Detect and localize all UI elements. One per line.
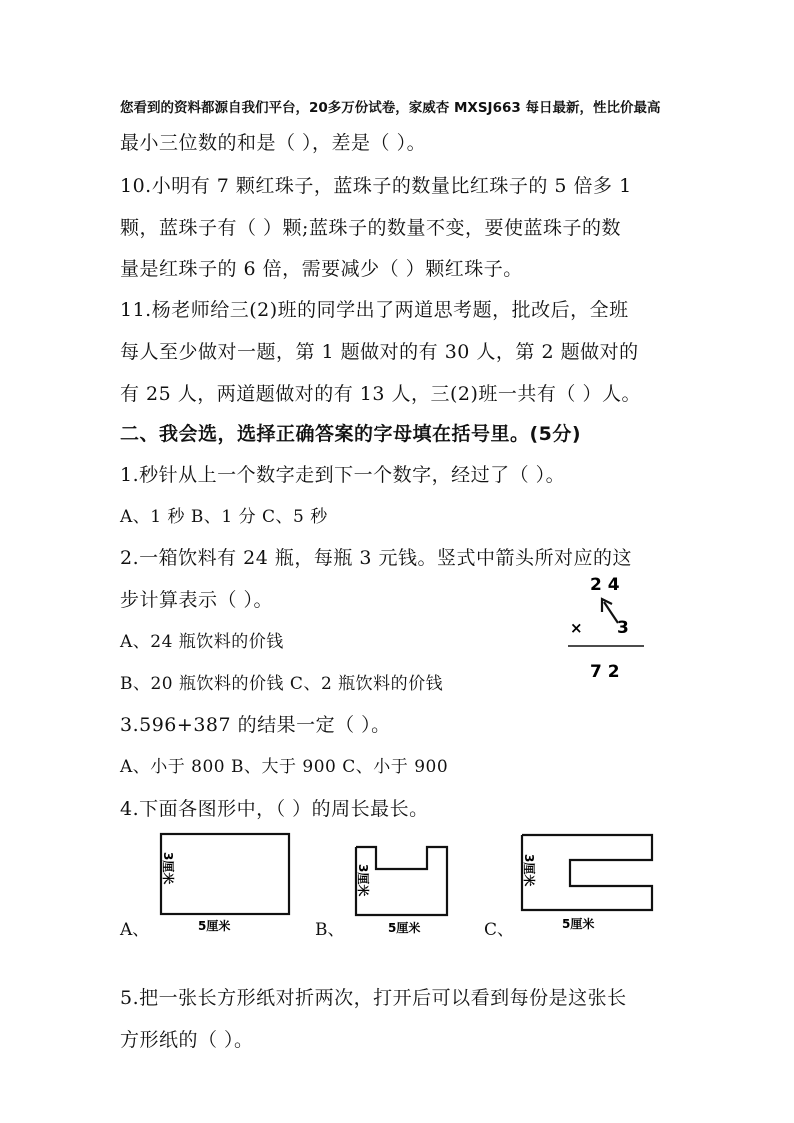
mc2-option-a: A、24 瓶饮料的价钱 (120, 632, 284, 652)
mc1-options: A、1 秒 B、1 分 C、5 秒 (120, 507, 328, 527)
q10-line2: 颗，蓝珠子有（ ）颗;蓝珠子的数量不变，要使蓝珠子的数 (120, 217, 621, 239)
shape-b-side-label: 3厘米 (356, 864, 370, 897)
multiplication-figure (560, 568, 650, 688)
q11-line2: 每人至少做对一题，第 1 题做对的有 30 人，第 2 题做对的 (120, 341, 639, 363)
shape-c-bracket (512, 830, 662, 938)
calc-top: 2 4 (590, 575, 620, 595)
mc3-options: A、小于 800 B、大于 900 C、小于 900 (120, 757, 449, 777)
shape-b-bottom-label: 5厘米 (388, 921, 421, 935)
mc2-line1: 2.一箱饮料有 24 瓶，每瓶 3 元钱。竖式中箭头所对应的这 (120, 547, 633, 569)
arrow-icon (604, 602, 618, 623)
mc3-question: 3.596+387 的结果一定（ ）。 (120, 714, 391, 736)
mc1-question: 1.秒针从上一个数字走到下一个数字，经过了（ ）。 (120, 464, 566, 486)
mc4-option-a: A、 (120, 920, 150, 940)
q9-tail: 最小三位数的和是（ ），差是（ ）。 (120, 132, 427, 154)
mc4-option-c: C、 (484, 920, 515, 940)
shape-a-bottom-label: 5厘米 (198, 919, 231, 933)
shape-a-rectangle (150, 830, 295, 938)
shape-a-side-label: 3厘米 (161, 852, 175, 885)
mc4-option-b: B、 (315, 920, 345, 940)
q10-line1: 10.小明有 7 颗红珠子，蓝珠子的数量比红珠子的 5 倍多 1 (120, 175, 632, 197)
source-banner: 您看到的资料都源自我们平台，20多万份试卷，家威杏 MXSJ663 每日最新，性比价最高 (120, 100, 661, 116)
calc-multiplier: 3 (617, 618, 629, 638)
q11-line3: 有 25 人，两道题做对的有 13 人，三(2)班一共有（ ）人。 (120, 383, 641, 405)
shape-b-notched (343, 842, 468, 942)
section2-heading: 二、我会选，选择正确答案的字母填在括号里。(5分) (120, 423, 582, 445)
mc4-question: 4.下面各图形中，（ ）的周长最长。 (120, 798, 429, 820)
calc-mult-sign: × (570, 619, 583, 637)
q11-line1: 11.杨老师给三(2)班的同学出了两道思考题，批改后，全班 (120, 299, 629, 321)
shape-c-bottom-label: 5厘米 (562, 917, 595, 931)
q10-line3: 量是红珠子的 6 倍，需要减少（ ）颗红珠子。 (120, 258, 523, 280)
mc5-line2: 方形纸的（ ）。 (120, 1029, 254, 1051)
mc2-options-bc: B、20 瓶饮料的价钱 C、2 瓶饮料的价钱 (120, 674, 444, 694)
mc5-line1: 5.把一张长方形纸对折两次，打开后可以看到每份是这张长 (120, 987, 627, 1009)
mc2-line2: 步计算表示（ ）。 (120, 589, 274, 611)
calc-result: 7 2 (590, 662, 620, 682)
shape-c-side-label: 3厘米 (522, 854, 536, 887)
